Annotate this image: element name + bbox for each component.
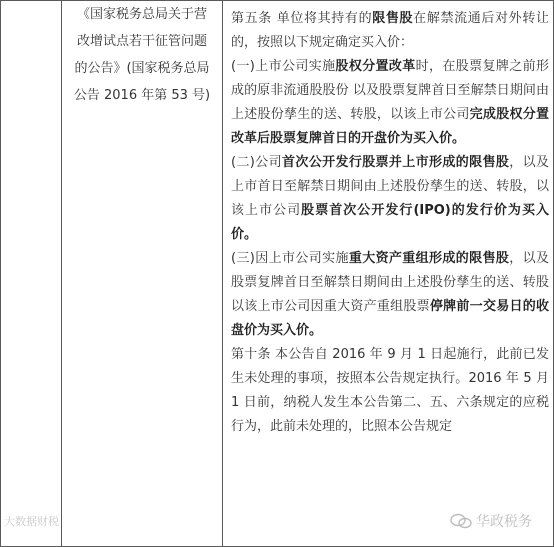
source-title: 《国家税务总局关于营改增试点若干征管问题的公告》(国家税务总局公告 2016 年第 53 号) [73,7,211,103]
table-row [1,1,554,547]
text-segment-bold: 首次公开发行股票并上市形成的限售股 [281,155,510,170]
text-segment: (二)公司 [231,155,282,170]
wechat-icon [450,513,472,529]
text-segment-bold: 重大资产重组形成的限售股 [348,251,510,266]
content-cell [223,1,554,547]
watermark-right [450,511,532,531]
text-segment-bold: 完成股权分置改革后股票复牌首日的开盘价为买入价。 [231,107,549,146]
index-cell [1,1,62,547]
text-segment-bold: 停牌前一交易日的收盘价为买入价。 [231,299,549,338]
text-segment: 在解禁流通后对外转让的，按照以下规定确定买入价： [231,11,549,50]
regulation-text [223,1,553,439]
text-segment-bold: 股权分置改革 [335,59,416,74]
text-segment: 第五条 单位将其持有的 [231,11,373,26]
text-segment-bold: 限售股 [372,11,414,26]
article-5-item-2 [231,151,549,247]
watermark-left: 大数据财税 [4,515,59,528]
text-segment: 时，在股票复牌之前形成的原非流通股股份 以及股票复牌首日至解禁日期间由上述股份孳生的送、转股，以该上市公司 [231,59,549,122]
watermark-right-text: 华政税务 [476,514,532,530]
text-segment: (三)因上市公司实施 [231,251,349,266]
text-segment-bold: 股票首次公开发行(IPO)的发行价为买入价。 [231,203,549,242]
source-cell [62,1,223,547]
text-segment: ，以及股票复牌首日至解禁日期间由上述股份孳生的送、转股 以该上市公司因重大资产重组股票 [231,251,549,314]
text-segment: (一)上市公司实施 [231,59,336,74]
text-segment: ，以及上市首日至解禁日期间由上述股份孳生的送、转股，以该上市公司 [231,155,549,218]
article-10: 第十条 本公告自 2016 年 9 月 1 日起施行，此前已发生未处理的事项，按照本公告规定执行。2016 年 5 月 1 日前，纳税人发生本公告第二、五、六条规定的应税行为，此前未处理的，比照本公告规定 [231,347,549,434]
article-5-item-1 [231,55,549,151]
article-5-intro [231,7,549,55]
article-5-item-3 [231,247,549,343]
